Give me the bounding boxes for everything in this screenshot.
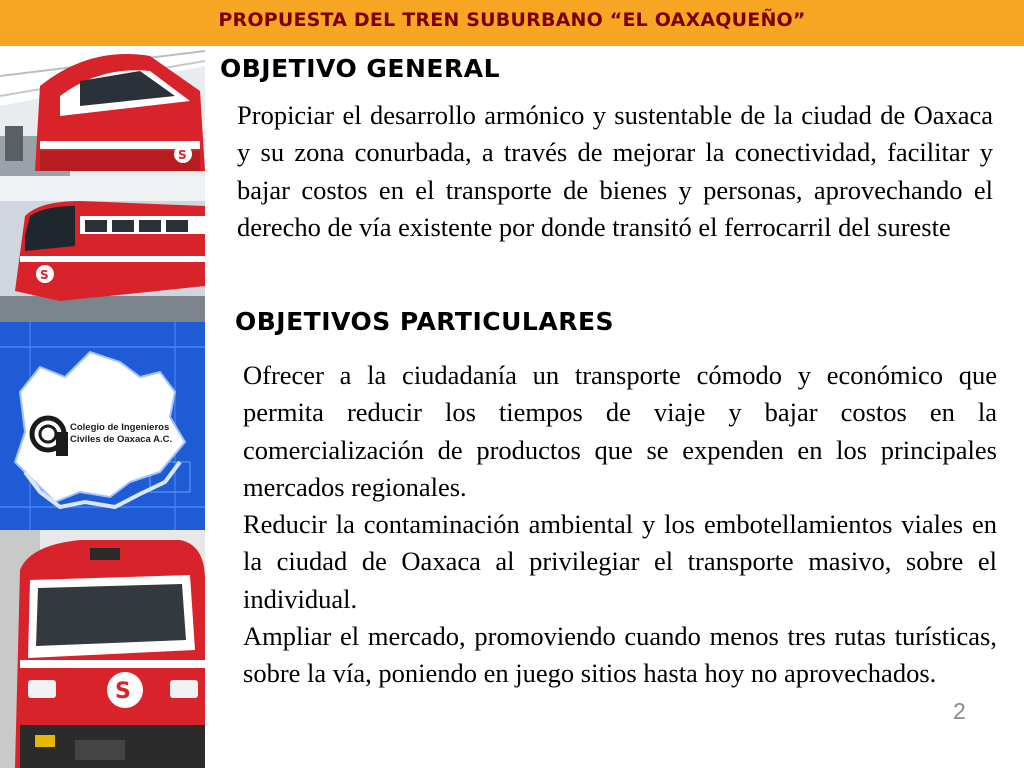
objetivo-particular-item: Reducir la contaminación ambiental y los embotellamientos viales en la ciudad de Oaxaca al privilegiar el transporte masivo, sobre el individual. <box>243 509 997 614</box>
train-station-photo <box>0 46 205 176</box>
photo-strip <box>0 46 205 768</box>
svg-text:S: S <box>115 679 131 704</box>
objetivo-general-heading: OBJETIVO GENERAL <box>220 54 501 83</box>
slide-title: PROPUESTA DEL TREN SUBURBANO “EL OAXAQUEÑO” <box>218 9 806 31</box>
train-station-image <box>0 46 205 176</box>
objetivo-particular-item: Ofrecer a la ciudadanía un transporte cómodo y económico que permita reducir los tiempos de viaje y bajar costos en la comercialización de productos que se expenden en los principales mercados regionales. <box>243 360 997 502</box>
logo-text-line1: Colegio de Ingenieros <box>70 422 170 433</box>
objetivos-particulares-heading: OBJETIVOS PARTICULARES <box>235 307 615 336</box>
oaxaca-map-logo-panel <box>0 322 205 530</box>
objetivo-general-text: Propiciar el desarrollo armónico y sustentable de la ciudad de Oaxaca y su zona conurbada, a través de mejorar la conectividad, facilitar y bajar costos en el transporte de bienes y personas, aprovechando el derecho de vía existente por donde transitó el ferrocarril del sureste <box>237 100 993 242</box>
train-platform-image <box>0 176 205 322</box>
svg-text:S: S <box>40 268 49 282</box>
train-platform-photo <box>0 176 205 322</box>
title-bar <box>0 0 1024 46</box>
objetivo-particular-item: Ampliar el mercado, promoviendo cuando menos tres rutas turísticas, sobre la vía, poniendo en juego sitios hasta hoy no aprovechados. <box>243 621 997 689</box>
logo-text-line2: Civiles de Oaxaca A.C. <box>70 434 173 445</box>
train-front-image <box>0 530 205 768</box>
train-front-photo <box>0 530 205 768</box>
logo-text <box>70 422 172 446</box>
svg-text:S: S <box>178 148 187 162</box>
objetivos-particulares-list <box>243 357 997 693</box>
page-number: 2 <box>953 698 966 724</box>
